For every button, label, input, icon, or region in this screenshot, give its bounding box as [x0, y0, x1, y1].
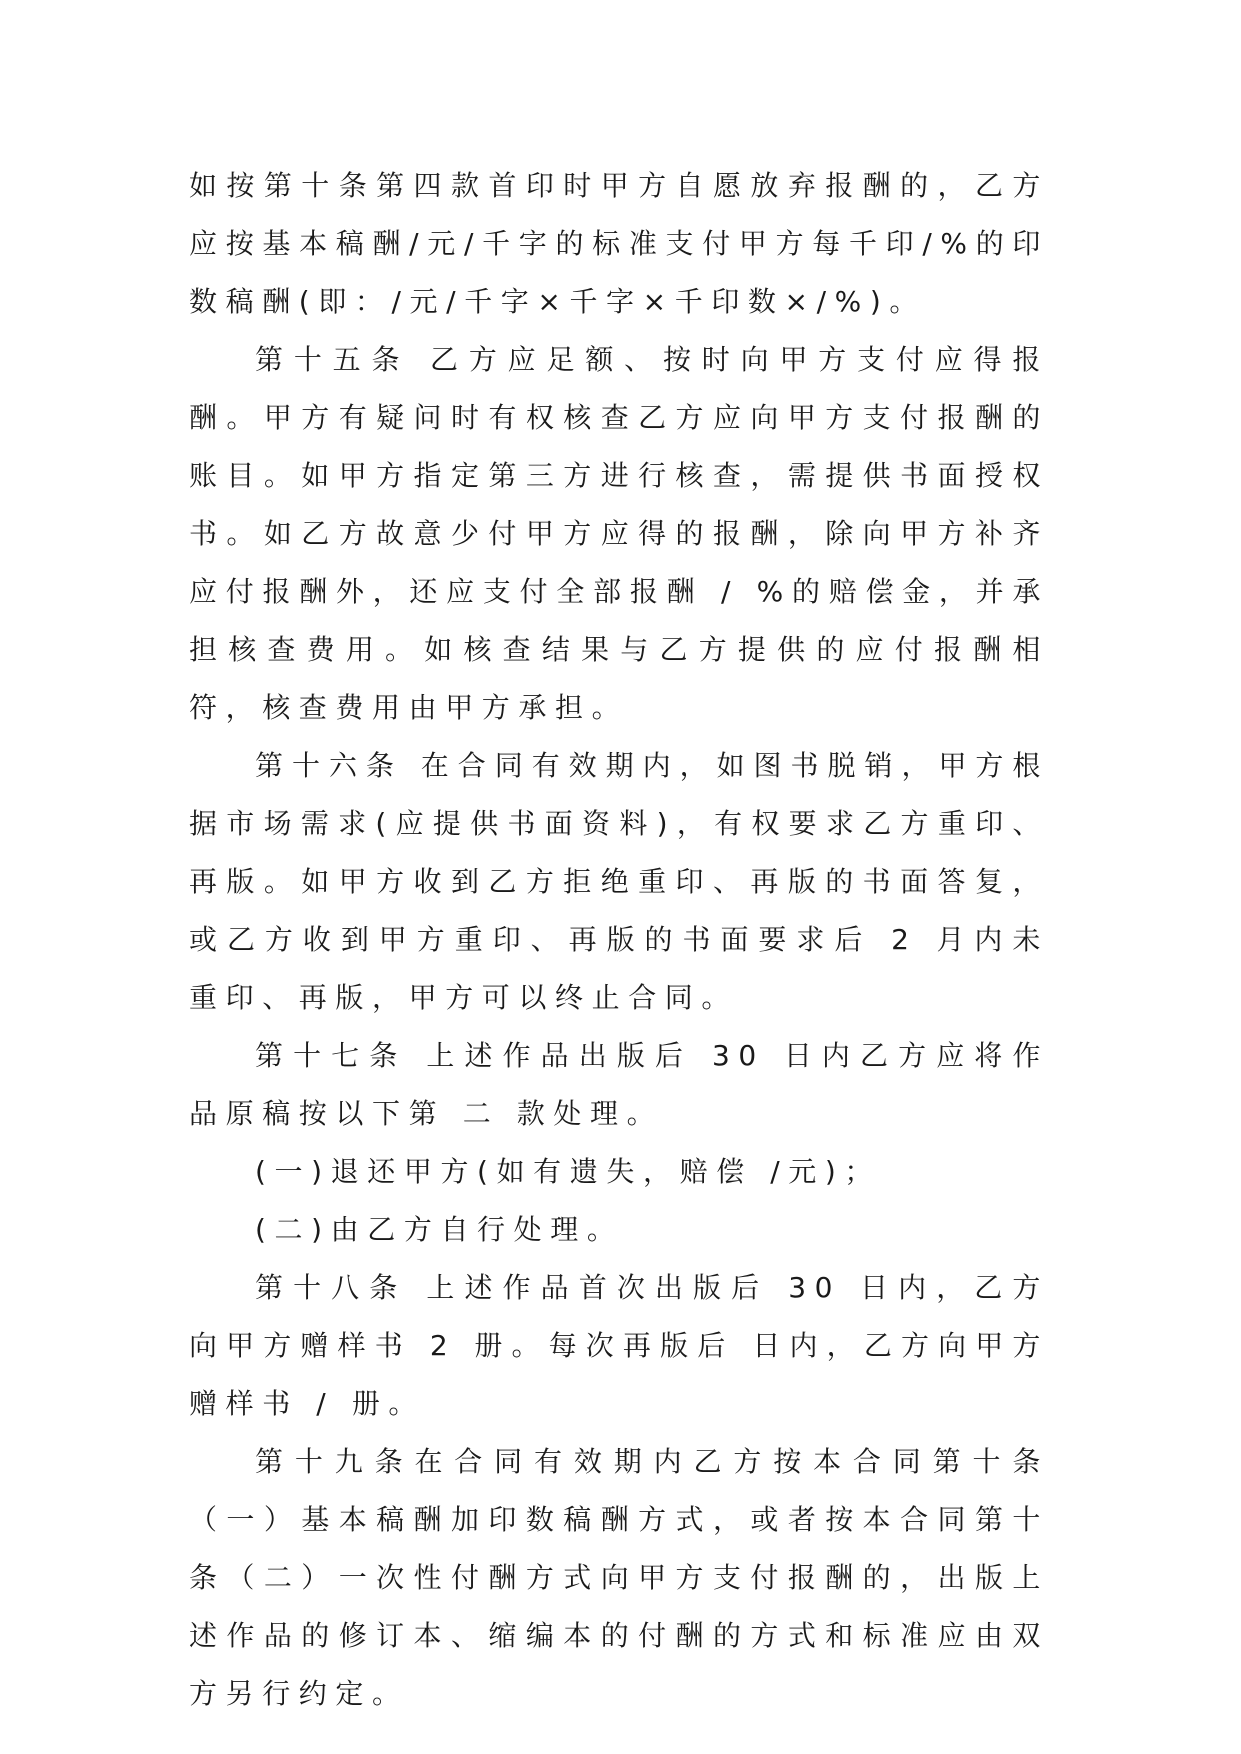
- paragraph-article-16: 第十六条 在合同有效期内，如图书脱销，甲方根据市场需求(应提供书面资料)，有权要求乙方重印、再版。如甲方收到乙方拒绝重印、再版的书面答复，或乙方收到甲方重印、再版的书面要求后 2 月内未重印、再版，甲方可以终止合同。: [189, 749, 1049, 1014]
- paragraph-article-15: 第十五条 乙方应足额、按时向甲方支付应得报酬。甲方有疑问时有权核查乙方应向甲方支付报酬的账目。如甲方指定第三方进行核查，需提供书面授权书。如乙方故意少付甲方应得的报酬，除向甲方补齐应付报酬外，还应支付全部报酬 / %的赔偿金，并承担核查费用。如核查结果与乙方提供的应付报酬相符，核查费用由甲方承担。: [189, 343, 1049, 724]
- paragraph-article-18: 第十八条 上述作品首次出版后 30 日内，乙方向甲方赠样书 2 册。每次再版后 日内，乙方向甲方赠样书 / 册。: [189, 1271, 1049, 1420]
- document-body: [189, 157, 1049, 1723]
- paragraph-article-17-item-1: (一)退还甲方(如有遗失，赔偿 /元)；: [255, 1155, 882, 1188]
- paragraph-1: 如按第十条第四款首印时甲方自愿放弃报酬的，乙方应按基本稿酬/元/千字的标准支付甲方每千印/%的印数稿酬(即：/元/千字×千字×千印数×/%)。: [189, 169, 1049, 318]
- paragraph-article-17: 第十七条 上述作品出版后 30 日内乙方应将作品原稿按以下第 二 款处理。: [189, 1039, 1049, 1130]
- paragraph-article-17-item-2: (二)由乙方自行处理。: [255, 1213, 624, 1246]
- paragraph-article-19: 第十九条在合同有效期内乙方按本合同第十条（一）基本稿酬加印数稿酬方式，或者按本合同第十条（二）一次性付酬方式向甲方支付报酬的，出版上述作品的修订本、缩编本的付酬的方式和标准应由双方另行约定。: [189, 1445, 1049, 1710]
